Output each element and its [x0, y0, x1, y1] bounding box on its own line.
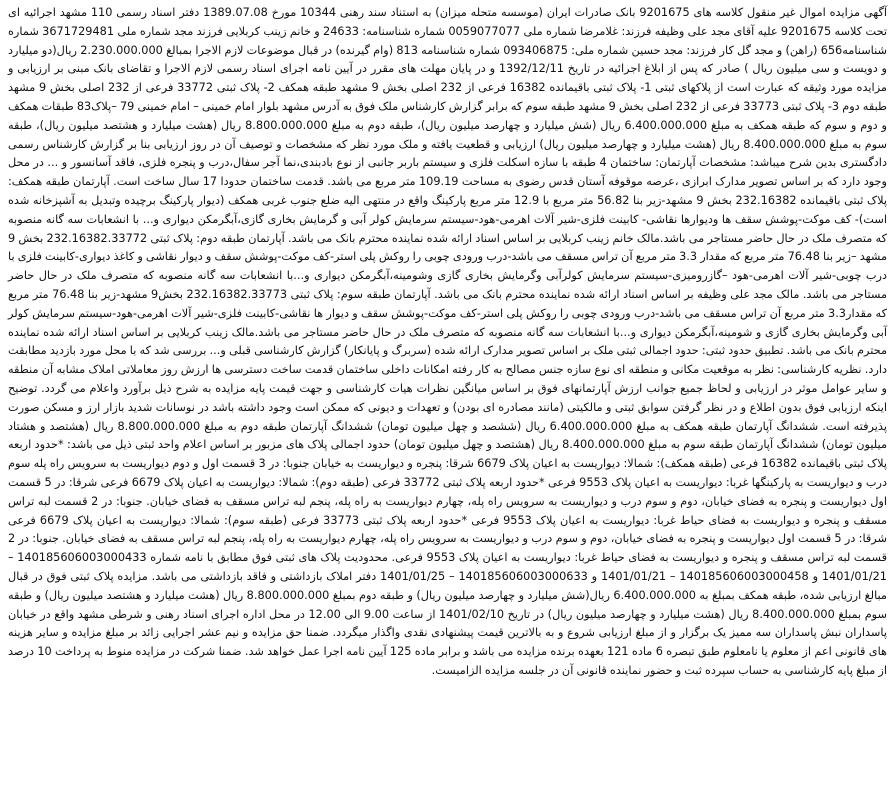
auction-notice-text: آگهی مزایده اموال غیر منقول کلاسه های 9201675 بانک صادرات ایران (موسسه متحله میزان) به استناد سند رهنی 10344 مورخ 1389.07.08 دفتر اسناد رسمی 110 مشهد اجرائیه ای تحت کلاسه 9201675 علیه آقای مجد علی وظیفه فرزند: غلامرضا شماره ملی 0059077077 شماره شناسنامه: 24633 و خانم زینب کربلایی فرزند مجد شماره ملی 3671729481 شماره شناسنامه656 (راهن) و مجد گل کار فرزند: مجد حسین شماره ملی: 093406875 شماره شناسنامه 813 (وام گیرنده) در قبال موضوعات لازم الاجرا بمبالغ 2.230.000.000 ریال(دو میلیارد و دویست و سی میلیون ریال ) صادر که پس از ابلاغ اجرائیه در تاریخ 1392/12/11 و در پایان مهلت های مقرر در آیین نامه اجرای اسناد رسمی لازم الاجرا و تقاضای بانک مبنی بر ارزیابی و مزایده مورد وثیقه که عبارت است از پلاکهای ثبتی 1- پلاک ثبتی باقیمانده 16382 فرعی از 232 اصلی بخش 9 مشهد طبقه همکف 2- پلاک ثبتی 33772 فرعی از 232 اصلی بخش 9 مشهد طبقه دوم 3- پلاک ثبتی 33773 فرعی از 232 اصلی بخش 9 مشهد طبقه سوم که برابر گزارش کارشناس ملک فوق به آدرس مشهد بلوار امام خمینی – امام خمینی 79 –پلاک83 طبقات همکف و دوم و سوم که طبقه همکف به مبلغ 6.400.000.000 ریال (شش میلیارد و چهارصد میلیون ریال)، طبقه دوم به مبلغ 8.800.000.000 ریال (هشت میلیارد و هشتصد میلیون ریال)، طبقه سوم به مبلغ 8.400.000.000 ریال (هشت میلیارد و چهارصد میلیون ریال) ارزیابی و قطعیت یافته و ملک مورد نظر که مشخصات و توصیف آن در روز ارزیابی بنا بر گزارش کارشناس رسمی دادگستری بدین شرح میباشد: مشخصات آپارتمان: ساختمان 4 طبقه با سازه اسکلت فلزی و سیستم باربر جانبی از نوع بادبندی،نما آجر سفال،درب و پنجره فلزی، فاقد آسانسور و ... در محل وجود دارد که بر اساس تصویر مدارک ابرازی ،عرصه موقوفه آستان قدس رضوی به مساحت 109.19 متر مربع می باشد. قدمت ساختمان حدودا 17 سال ساخت است. آپارتمان طبقه همکف: پلاک ثبتی باقیمانده 232.16382 بخش 9 مشهد-زیر بنا 56.82 متر مربع با 12.9 متر مربع پارکینگ واقع در منتهی الیه ضلع جنوب غربی همکف (دیوار پارکینگ برچیده وتبدیل به آشپزخانه شده است)- کف موکت-پوشش سقف ها ودیوارها نقاشی- کابینت فلزی-شیر آلات اهرمی-هود-سیستم سرمایش کولر آبی و گرمایش بخاری گازی،آبگرمکن دیواری و... با انشعابات سه گانه منصوبه که متصرف ملک در حال حاضر مستاجر می باشد.مالک خانم زینب کربلایی بر اساس اسناد ارائه شده نماینده محترم بانک می باشد. آپارتمان طبقه دوم: پلاک ثبتی 232.16382.33772 بخش 9 مشهد –زیر بنا 76.48 متر مربع که مقدار 3.3 متر مربع آن تراس مسقف می باشد-درب ورودی چوبی را روکش پلی استر-کف موکت-پوشش سقف و دیوار نقاشی و کاغذ دیواری-کابینت فلزی با درب چوبی-شیر آلات اهرمی-هود –گازرومیزی-سیستم سرمایش کولرآبی وگرمایش بخاری گازی وشومینه،آبگرمکن دیواری و...با انشعابات سه گانه منصوبه که متصرف ملک در حال حاضر مستاجر می باشد. مالک مجد علی وظیفه بر اساس اسناد ارائه شده نماینده محترم بانک می باشد. آپارتمان طبقه سوم: پلاک ثبتی 232.16382.33773 بخش9 مشهد-زیر بنا 76.48 متر مربع که مقدار3.3 متر مربع آن تراس مسقف می باشد-درب ورودی چوبی را روکش پلی استر-کف موکت-پوشش سقف و دیوار ها نقاشی-کابینت فلزی-شیر آلات اهرمی-هود-سیستم سرمایش کولر آبی وگرمایش بخاری گازی و شومینه،آبگرمکن دیواری و...با انشعابات سه گانه منصوبه که متصرف ملک در حال حاضر مستاجر می باشد.مالک زینب کربلایی بر اساس اسناد ارائه شده نماینده محترم بانک می باشد. تطبیق حدود ثبتی: حدود اجمالی ثبتی ملک بر اساس تصویر مدارک ارائه شده (سربرگ و پایانکار) گزارش کارشناسی قبلی و... بررسی شد که با محل مورد بازدید مطابقت دارد. نظریه کارشناسی: نظر به موقعیت مکانی و منطقه ای نوع سازه جنس مصالح به کار رفته امکانات داخلی ساختمان قدمت ساخت دسترسی ها ارزش روز معاملاتی املاک مشابه آن منطقه و سایر عوامل موثر در ارزیابی و لحاظ جمیع جوانب ارزش آپارتمانهای فوق بر اساس میانگین نظرات هیات کارشناسی و جهت قیمت پایه مزایده به شرح ذیل برآورد واعلام می گردد. توضیح اینکه ارزیابی فوق بدون اطلاع و در نظر گرفتن سوابق ثبتی و مالکیتی (مانند مصادره ای بودن) و تعهدات و دیونی که ممکن است وجود داشته باشد در نوسانات شدید بازار ارز و مسکن صورت پذیرفته است. ششدانگ آپارتمان طبقه همکف به مبلغ 6.400.000.000 ریال (ششصد و چهل میلیون تومان) ششدانگ آپارتمان طبقه دوم به مبلغ 8.800.000.000 ریال (هشتصد و هشتاد میلیون تومان) ششدانگ آپارتمان طبقه سوم به مبلغ 8.400.000.000 ریال (هشتصد و چهل میلیون تومان) حدود اجمالی پلاک های مزبور بر اساس اعلام واحد ثبتی ذیل می باشد: *حدود اربعه پلاک ثبتی باقیمانده 16382 فرعی (طبقه همکف): شمالا: دیواریست به اعیان پلاک 6679 شرقا: پنجره و دیواریست به خیابان جنوبا: در 3 قسمت اول و دوم دیواریست به سرویس راه پله سوم درب و دیواریست به پارکینگها غربا: دیواریست به اعیان پلاک 9553 فرعی *حدود اربعه پلاک ثبتی 33772 فرعی (طبقه دوم): شمالا: دیواریست به اعیان پلاک 6679 فرعی شرقا: در 5 قسمت اول دیواریست و پنجره به فضای خیابان، دوم و سوم درب و دیواریست به سرویس راه پله، چهارم دیواریست به راه پله، پنجم لبه تراس مسقف به فضای خیابان. جنوبا: در 2 قسمت لبه تراس مسقف و پنجره و دیواریست به فضای حیاط غربا: دیواریست به اعیان پلاک 9553 فرعی *حدود اربعه پلاک ثبتی 33773 فرعی (طبقه سوم): شمالا: دیواریست به اعیان پلاک 6679 فرعی شرقا: در 5 قسمت اول دیواریست و پنجره به فضای خیابان، دوم و سوم درب و دیواریست به سرویس راه پله، چهارم دیواریست به راه پله، پنجم لبه تراس مسقف به فضای خیابان. جنوبا: در 2 قسمت لبه تراس مسقف و پنجره و دیواریست به فضای حیاط غربا: دیواریست به اعیان پلاک 9553 فرعی. محدودیت پلاک های ثبتی فوق مطابق با نامه شماره 140185606003000433 – 1401/01/21 و 140185606003000458 – 1401/01/21 و 140185606003000633 – 1401/01/25 دفتر املاک بازداشتی و فاقد بازداشتی می باشد. مزایده پلاک ثبتی فوق در قبال مبالغ ارزیابی شده، طبقه همکف بمبلغ به 6.400.000.000 ریال(شش میلیارد و چهارصد میلیون ریال) و طبقه دوم بمبلغ 8.800.000.000 ریال (هشت میلیارد و هشتصد میلیون ریال) و طبقه سوم بمبلغ 8.400.000.000 ریال (هشت میلیارد و چهارصد میلیون ریال) در تاریخ 1401/02/10 از ساعت 9.00 الی 12.00 در محل اداره اجرای اسناد رهنی و شرطی مشهد واقع در خیابان پاسداران نبش پاسداران سه ممیز یک برگزار و از مبلغ ارزیابی شروع و به بالاترین قیمت پیشنهادی نقدی واگذار میگردد. ضمنا حق مزایده و نیم عشر اجرایی زائد بر مبلغ مزایده و سایر هزینه های قانونی اعم از معلوم یا نامعلوم طبق تبصره 6 ماده 121 بعهده برنده مزایده می باشد و برابر ماده 125 آیین نامه اجرا عمل خواهد شد. ضمنا شرکت در مزایده منوط به پرداخت 10 درصد از مبلغ پایه کارشناسی به حساب سپرده ثبت و حضور نماینده قانونی آن در جلسه مزایده الزامیست. — [8, 6, 888, 677]
